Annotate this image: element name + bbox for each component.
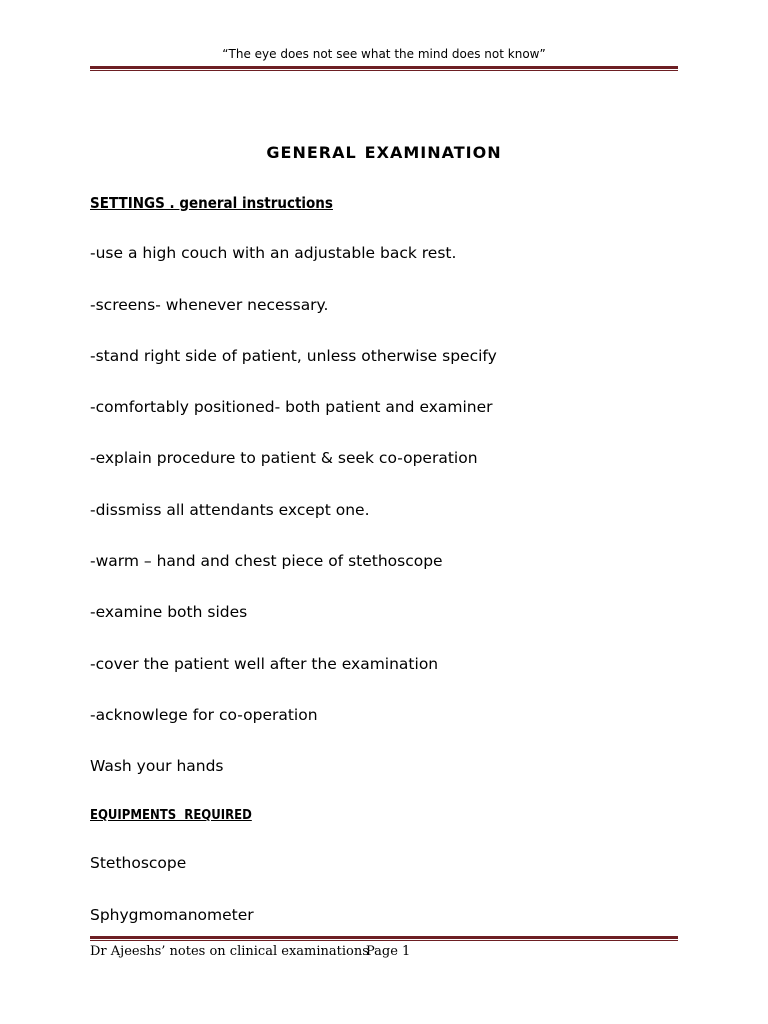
- instruction-line: -examine both sides: [90, 603, 248, 621]
- footer-text: Dr Ajeeshs’ notes on clinical examinations: [90, 944, 369, 959]
- instruction-line: Wash your hands: [90, 757, 224, 775]
- equipment-item: Stethoscope: [90, 854, 187, 872]
- instruction-line: -stand right side of patient, unless otherwise specify: [90, 347, 497, 365]
- footer-divider: [90, 936, 678, 941]
- instruction-line: -acknowlege for co-operation: [90, 706, 318, 724]
- instruction-line: -use a high couch with an adjustable back rest.: [90, 244, 457, 262]
- page-number: Page 1: [366, 944, 411, 959]
- title-word-1: GENERAL: [266, 143, 357, 162]
- instruction-line: -dissmiss all attendants except one.: [90, 501, 370, 519]
- settings-heading: SETTINGS . general instructions: [90, 194, 333, 212]
- title-word-2: EXAMINATION: [364, 143, 502, 162]
- instruction-line: -cover the patient well after the examination: [90, 655, 439, 673]
- equipment-heading: EQUIPMENTS REQUIRED: [90, 808, 252, 823]
- equipment-item: Sphygmomanometer: [90, 906, 254, 924]
- page-title: [0, 143, 768, 162]
- instruction-line: -comfortably positioned- both patient and examiner: [90, 398, 493, 416]
- instruction-line: -warm – hand and chest piece of stethoscope: [90, 552, 443, 570]
- header-divider: [90, 66, 678, 71]
- header-quote: “The eye does not see what the mind does not know”: [222, 47, 546, 61]
- instruction-line: -explain procedure to patient & seek co-operation: [90, 449, 478, 467]
- instruction-line: -screens- whenever necessary.: [90, 296, 329, 314]
